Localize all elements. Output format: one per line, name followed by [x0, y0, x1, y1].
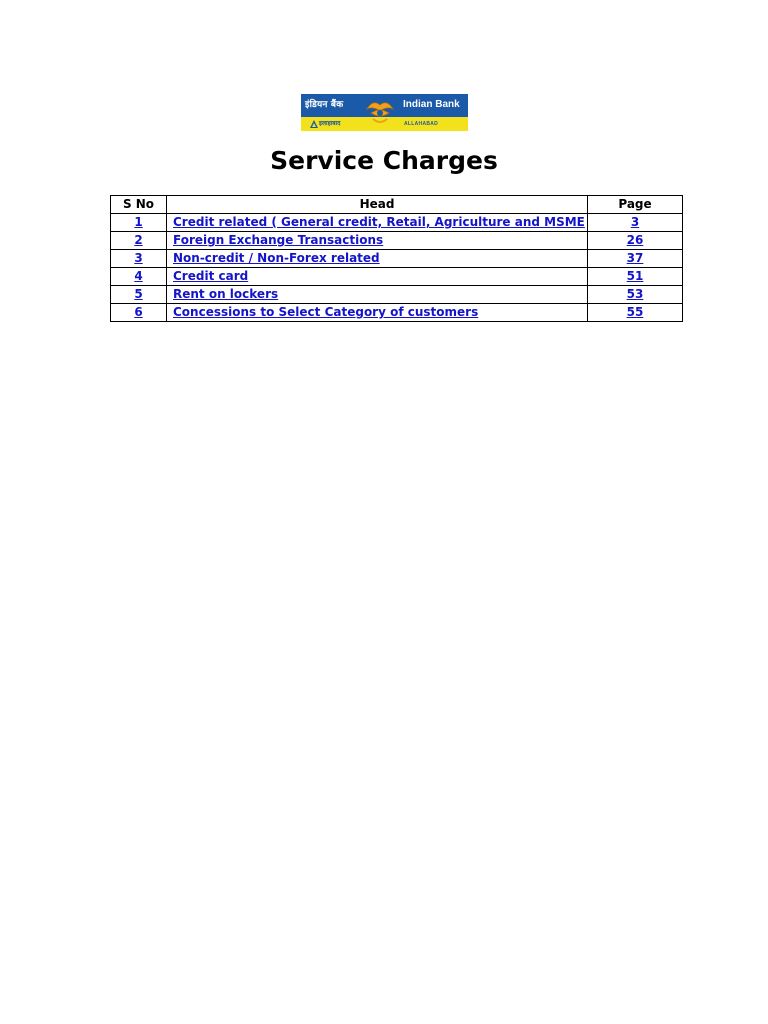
- row-sno-link[interactable]: 5: [134, 287, 143, 301]
- row-page-link[interactable]: 37: [626, 251, 644, 265]
- logo-english-subtitle: ALLAHABAD: [404, 121, 439, 127]
- row-sno-link[interactable]: 3: [134, 251, 143, 265]
- column-header-head: Head: [167, 196, 588, 214]
- row-page-link[interactable]: 3: [630, 215, 640, 229]
- row-head-link[interactable]: Non-credit / Non-Forex related: [173, 251, 380, 265]
- table-row: [111, 304, 683, 322]
- table-row: [111, 232, 683, 250]
- logo-triangle-icon: [310, 120, 318, 128]
- row-page-link[interactable]: 26: [626, 233, 644, 247]
- table-row: [111, 268, 683, 286]
- row-page-link[interactable]: 51: [626, 269, 644, 283]
- page-title: Service Charges: [270, 146, 498, 175]
- row-head-link[interactable]: Foreign Exchange Transactions: [173, 233, 384, 247]
- column-header-sno: S No: [111, 196, 167, 214]
- row-head-link[interactable]: Credit related ( General credit, Retail, Agriculture and MSME: [173, 215, 585, 229]
- row-page-link[interactable]: 53: [626, 287, 644, 301]
- table-header-row: [111, 196, 683, 214]
- service-charges-table: [110, 195, 683, 322]
- logo-hindi-name: इंडियन बैंक: [305, 100, 344, 110]
- indian-bank-logo: [301, 94, 468, 131]
- row-head-link[interactable]: Credit card: [173, 269, 249, 283]
- column-header-page: Page: [588, 196, 683, 214]
- bank-emblem-icon: [363, 95, 397, 129]
- logo-hindi-subtitle: इलाहाबाद: [319, 120, 341, 127]
- row-page-link[interactable]: 55: [626, 305, 644, 319]
- row-head-link[interactable]: Concessions to Select Category of customers: [173, 305, 479, 319]
- row-head-link[interactable]: Rent on lockers: [173, 287, 279, 301]
- row-sno-link[interactable]: 1: [134, 215, 143, 229]
- logo-english-name: Indian Bank: [403, 99, 460, 110]
- row-sno-link[interactable]: 6: [134, 305, 143, 319]
- table-row: [111, 214, 683, 232]
- row-sno-link[interactable]: 4: [134, 269, 143, 283]
- table-row: [111, 286, 683, 304]
- table-row: [111, 250, 683, 268]
- row-sno-link[interactable]: 2: [134, 233, 143, 247]
